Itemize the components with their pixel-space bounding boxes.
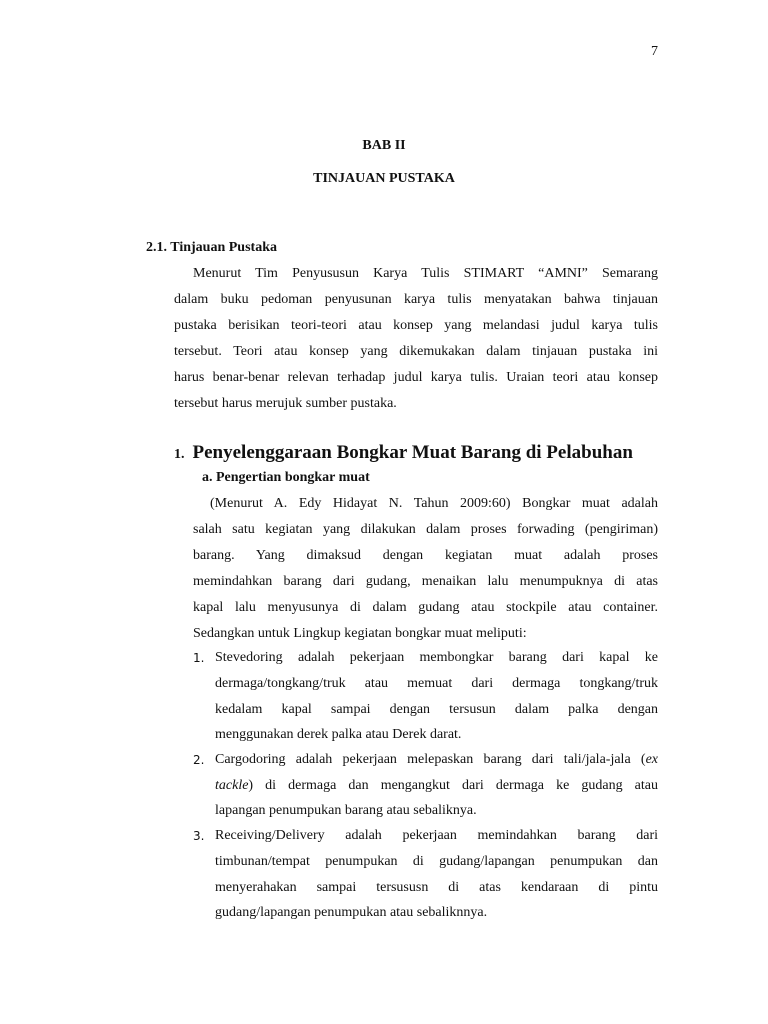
heading-1-title: Penyelenggaraan Bongkar Muat Barang di Pelabuhan — [192, 442, 633, 463]
section-title: 2.1. Tinjauan Pustaka — [146, 240, 277, 255]
list-item-line: lapangan penumpukan barang atau sebaliknya. — [215, 803, 477, 818]
list-item-line: kedalam kapal sampai dengan tersusun dalam palka dengan — [215, 702, 658, 717]
list-item-line: Receiving/Delivery adalah pekerjaan memindahkan barang dari — [215, 828, 658, 843]
italic-term: tackle — [215, 778, 249, 793]
list-item-text: Cargodoring adalah pekerjaan melepaskan barang dari tali/jala-jala ( — [215, 752, 646, 767]
paragraph-line: Menurut Tim Penyususun Karya Tulis STIMART “AMNI” Semarang — [193, 266, 658, 281]
paragraph-line: dalam buku pedoman penyusunan karya tulis menyatakan bahwa tinjauan — [174, 292, 658, 307]
list-item-line: Stevedoring adalah pekerjaan membongkar barang dari kapal ke — [215, 650, 658, 665]
paragraph-line: salah satu kegiatan yang dilakukan dalam proses forwading (pengiriman) — [193, 522, 658, 537]
list-item-line: menggunakan derek palka atau Derek darat. — [215, 727, 462, 742]
heading-1-number: 1. — [174, 447, 185, 462]
paragraph-line: (Menurut A. Edy Hidayat N. Tahun 2009:60) Bongkar muat adalah — [210, 496, 658, 511]
list-item-line: timbunan/tempat penumpukan di gudang/lapangan penumpukan dan — [215, 854, 658, 869]
paragraph-line: harus benar-benar relevan terhadap judul karya tulis. Uraian teori atau konsep — [174, 370, 658, 385]
paragraph-line: barang. Yang dimaksud dengan kegiatan muat adalah proses — [193, 548, 658, 563]
heading-2: a. Pengertian bongkar muat — [202, 470, 370, 485]
paragraph-line: Sedangkan untuk Lingkup kegiatan bongkar muat meliputi: — [193, 626, 527, 641]
paragraph-line: tersebut. Teori atau konsep yang dikemukakan dalam tinjauan pustaka ini — [174, 344, 658, 359]
italic-term: ex — [645, 752, 658, 767]
list-item-line: dermaga/tongkang/truk atau memuat dari dermaga tongkang/truk — [215, 676, 658, 691]
heading-1 — [174, 442, 633, 464]
list-number: 1. — [193, 651, 205, 665]
paragraph-line: memindahkan barang dari gudang, menaikan lalu menumpuknya di atas — [193, 574, 658, 589]
list-number: 2. — [193, 753, 205, 767]
chapter-label: BAB II — [362, 138, 406, 153]
paragraph-line: pustaka berisikan teori-teori atau konsep yang melandasi judul karya tulis — [174, 318, 658, 333]
paragraph-line: tersebut harus merujuk sumber pustaka. — [174, 396, 397, 411]
paragraph-line: kapal lalu menyusunya di dalam gudang atau stockpile atau container. — [193, 600, 658, 615]
list-number: 3. — [193, 829, 205, 843]
list-item-text: ) di dermaga dan mengangkut dari dermaga ke gudang atau — [248, 778, 658, 793]
list-item-line — [215, 778, 658, 794]
list-item-line: gudang/lapangan penumpukan atau sebaliknnya. — [215, 905, 488, 920]
chapter-title: TINJAUAN PUSTAKA — [313, 171, 455, 186]
list-item-line — [215, 752, 658, 768]
list-item-line: menyerahakan sampai tersususn di atas kendaraan di pintu — [215, 880, 658, 895]
page-number: 7 — [651, 44, 658, 59]
